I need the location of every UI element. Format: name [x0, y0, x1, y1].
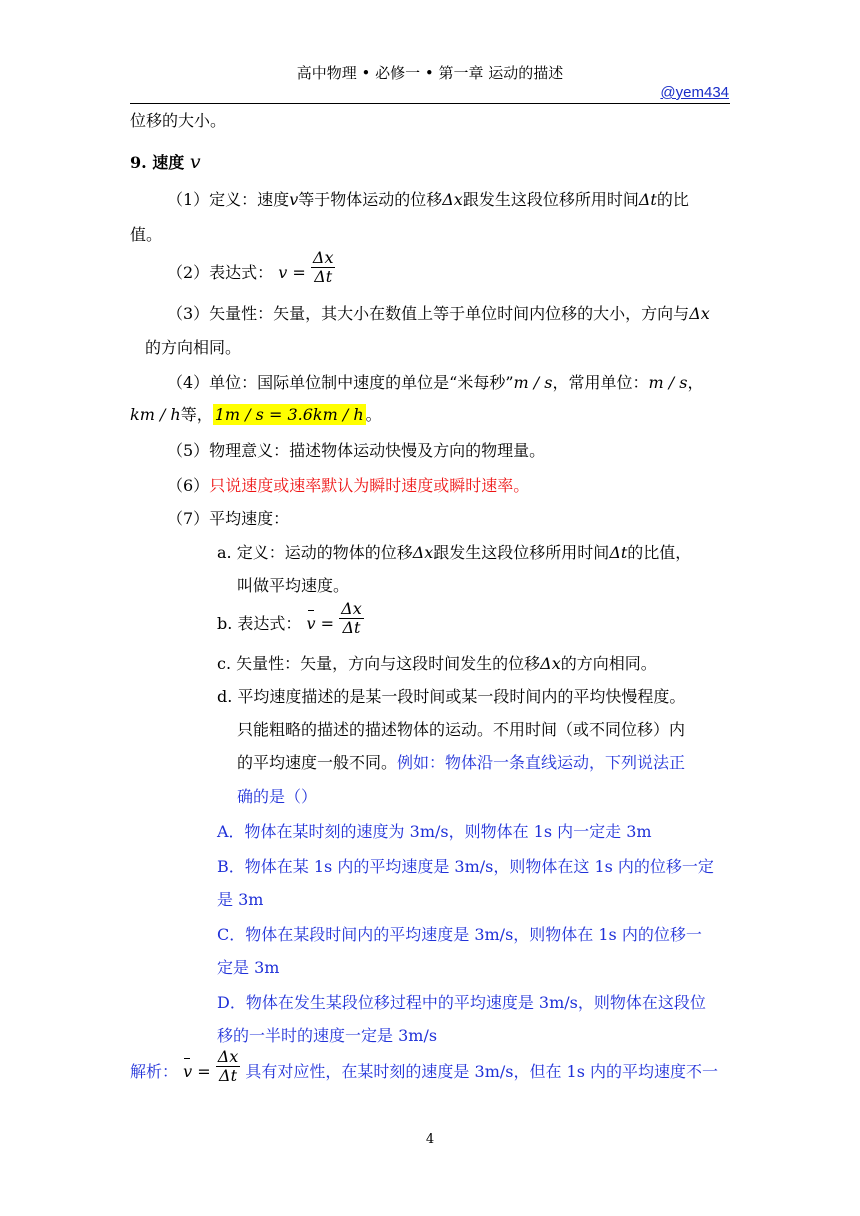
text: （1）定义：速度	[167, 190, 290, 209]
text: ，	[687, 373, 704, 392]
sub-d-line2: 只能粗略的描述的描述物体的运动。不用时间（或不同位移）内	[237, 720, 686, 739]
text: 的比	[656, 190, 689, 209]
math-dx: Δx	[689, 304, 710, 323]
text: b. 表达式：	[217, 614, 302, 633]
analysis-label: 解析：	[130, 1062, 179, 1081]
sub-a-line2: 叫做平均速度。	[237, 576, 350, 595]
frac-num: Δx	[312, 248, 334, 267]
item-meaning: （5）物理意义：描述物体运动快慢及方向的物理量。	[167, 441, 546, 460]
math-vbar: v	[306, 614, 316, 633]
text-line: 的方向相同。	[145, 338, 242, 357]
text: 。	[365, 405, 382, 424]
option-a: A．物体在某时刻的速度为 3m/s，则物体在 1s 内一定走 3m	[217, 822, 652, 841]
text-line: 值。	[130, 225, 163, 244]
math-unit: m / s	[513, 373, 553, 392]
text: （3）矢量性：矢量，其大小在数值上等于单位时间内位移的大小，方向与	[167, 304, 690, 323]
frac-num: Δx	[217, 1047, 239, 1066]
heading-symbol: v	[189, 151, 201, 173]
item-note	[167, 475, 529, 497]
frac-den: Δt	[342, 618, 361, 637]
option-c-line1: C．物体在某段时间内的平均速度是 3m/s，则物体在 1s 内的位移一	[217, 925, 702, 944]
text: 的方向相同。	[560, 654, 657, 673]
math-lhs: v =	[278, 263, 306, 282]
header-rule	[130, 103, 730, 104]
math-vbar: v	[183, 1062, 193, 1081]
item-unit	[167, 372, 703, 394]
math-dx: Δx	[540, 654, 561, 673]
page-header-title: 高中物理 • 必修一 • 第一章 运动的描述	[296, 64, 564, 82]
text: 等于物体运动的位移	[298, 190, 443, 209]
math-eq: =	[192, 1062, 211, 1081]
option-b-line1: B．物体在某 1s 内的平均速度是 3m/s，则物体在这 1s 内的位移一定	[217, 857, 714, 876]
section-heading-velocity	[130, 151, 201, 174]
math-dt: Δt	[609, 543, 628, 562]
item-average-velocity: （7）平均速度：	[167, 509, 290, 528]
math-eq: =	[315, 614, 335, 633]
header-watermark-link[interactable]: @yem434	[660, 84, 729, 101]
text: （6）	[167, 476, 210, 495]
item-vector	[167, 303, 710, 325]
heading-number: 9. 速度	[130, 153, 185, 172]
text: 等，	[180, 405, 213, 424]
text: ，常用单位：	[552, 373, 649, 392]
sub-c	[217, 653, 657, 675]
text: a. 定义：运动的物体的位移	[217, 543, 413, 562]
option-c-line2: 定是 3m	[217, 958, 280, 977]
frac-num: Δx	[341, 599, 362, 618]
text: 的平均速度一般不同。	[237, 753, 398, 772]
math-dx: Δx	[442, 190, 463, 209]
fraction	[339, 600, 364, 637]
text: 跟发生这段位移所用时间	[433, 543, 610, 562]
fraction	[216, 1048, 241, 1085]
math-unit: km / h	[130, 405, 181, 424]
fraction	[311, 249, 336, 286]
highlighted-conversion: 1m / s = 3.6km / h	[214, 405, 364, 424]
analysis-text: 具有对应性，在某时刻的速度是 3m/s，但在 1s 内的平均速度不一	[245, 1062, 719, 1081]
sub-d-line4: 确的是（）	[237, 787, 318, 806]
math-dx: Δx	[412, 543, 434, 562]
math-unit: m / s	[648, 373, 688, 392]
frac-den: Δt	[314, 267, 333, 286]
blue-example: 例如：物体沿一条直线运动，下列说法正	[397, 753, 686, 772]
page-number: 4	[425, 1132, 435, 1147]
text-line: 位移的大小。	[130, 111, 227, 130]
text: 跟发生这段位移所用时间	[462, 190, 639, 209]
sub-a-line1	[217, 542, 691, 564]
text: c. 矢量性：矢量，方向与这段时间发生的位移	[217, 654, 541, 673]
option-d-line1: D．物体在发生某段位移过程中的平均速度是 3m/s，则物体在这段位	[217, 993, 706, 1012]
item-definition	[167, 189, 689, 211]
sub-d-line3	[237, 752, 685, 774]
option-d-line2: 移的一半时的速度一定是 3m/s	[217, 1026, 438, 1045]
math-dt: Δt	[638, 190, 657, 209]
frac-den: Δt	[219, 1066, 238, 1085]
sub-d-line1: d. 平均速度描述的是某一段时间或某一段时间内的平均快慢程度。	[217, 687, 686, 706]
text: 的比值，	[627, 543, 692, 562]
math-v: v	[289, 190, 299, 209]
red-note: 只说速度或速率默认为瞬时速度或瞬时速率。	[209, 476, 530, 495]
text: （2）表达式：	[167, 263, 274, 282]
unit-line-2	[130, 404, 382, 426]
text: （4）单位：国际单位制中速度的单位是“米每秒”	[167, 373, 514, 392]
option-b-line2: 是 3m	[217, 890, 264, 909]
